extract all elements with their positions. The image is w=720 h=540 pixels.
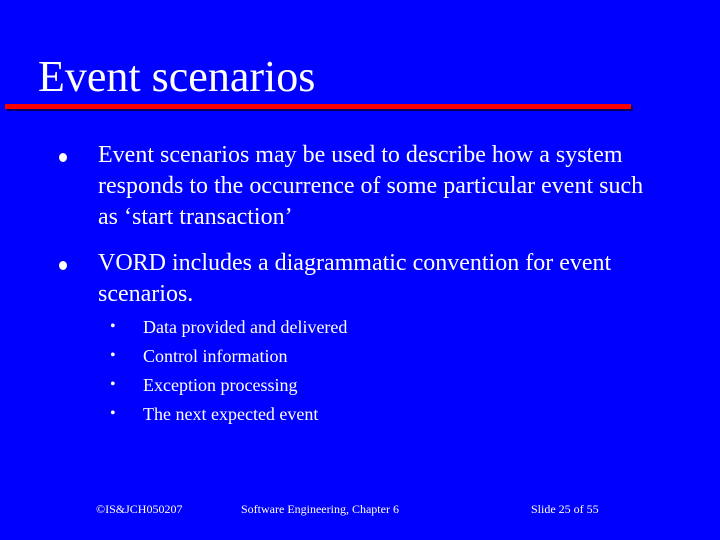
bullet-item: Event scenarios may be used to describe how a system responds to the occurrence of some particular event such as ‘start transaction’ <box>98 142 644 230</box>
footer-copyright: ©IS&JCH050207 <box>96 502 183 516</box>
bullet-dot-icon <box>59 153 67 162</box>
sub-bullet-dot-icon: • <box>110 405 116 422</box>
footer-slide-number: Slide 25 of 55 <box>531 502 599 516</box>
slide-title: Event scenarios <box>38 52 316 101</box>
sub-bullet-item: Control information <box>143 346 288 366</box>
bullet-dot-icon <box>59 261 67 270</box>
sub-bullet-item: The next expected event <box>143 404 319 424</box>
sub-bullet-item: Exception processing <box>143 375 298 395</box>
sub-bullet-item: Data provided and delivered <box>143 317 348 337</box>
footer-chapter: Software Engineering, Chapter 6 <box>241 502 399 516</box>
bullet-item: VORD includes a diagrammatic convention for event scenarios. <box>98 250 612 307</box>
sub-bullet-dot-icon: • <box>110 376 116 393</box>
sub-bullet-dot-icon: • <box>110 318 116 335</box>
title-divider <box>5 104 631 109</box>
sub-bullet-dot-icon: • <box>110 347 116 364</box>
